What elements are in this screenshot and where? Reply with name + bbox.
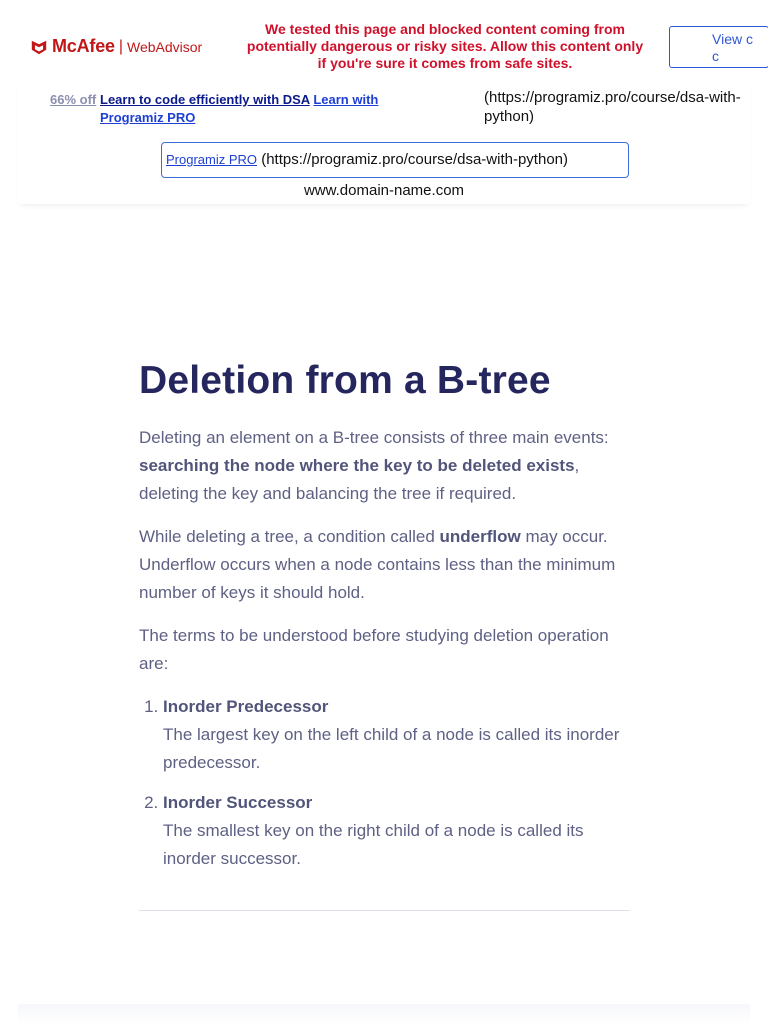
underflow-paragraph <box>139 523 630 607</box>
mcafee-shield-icon <box>30 38 48 56</box>
brand-separator: | <box>118 37 123 55</box>
discount-text: 66% off <box>50 92 97 107</box>
mcafee-logo <box>30 36 202 57</box>
promo-banner <box>18 78 750 204</box>
domain-name-text: www.domain-name.com <box>303 182 465 199</box>
intro-text-start: Deleting an element on a B-tree consists of three main events: <box>139 428 609 447</box>
section-divider <box>139 910 630 911</box>
popup-programiz-link[interactable]: Programiz PRO <box>166 152 258 167</box>
view-content-button[interactable]: View c c <box>669 26 768 68</box>
mcafee-warning-bar <box>18 18 753 79</box>
mcafee-brand: McAfee <box>52 36 115 56</box>
link-preview-popup[interactable] <box>161 142 629 178</box>
article-content <box>139 358 630 885</box>
terms-intro-paragraph: The terms to be understood before studying deletion operation are: <box>139 626 609 673</box>
promo-message <box>100 91 420 127</box>
mcafee-product-name: WebAdvisor <box>126 38 203 55</box>
terms-list <box>139 693 630 873</box>
page-title: Deletion from a B-tree <box>139 359 551 402</box>
intro-text-end: , deleting the key and balancing the tree if required. <box>139 456 580 503</box>
underflow-term: underflow <box>439 527 521 546</box>
list-item <box>163 789 630 873</box>
learn-with-programiz-link[interactable]: Learn with Programiz PRO <box>100 92 379 125</box>
intro-paragraph <box>139 424 630 508</box>
underflow-text-start: While deleting a tree, a condition called <box>139 527 440 546</box>
intro-text-bold: searching the node where the key to be deleted exists <box>139 456 575 475</box>
term-description: The smallest key on the right child of a node is called its inorder successor. <box>163 821 584 868</box>
discount-badge[interactable] <box>50 92 96 108</box>
term-description: The largest key on the left child of a node is called its inorder predecessor. <box>163 725 620 772</box>
list-item <box>163 693 630 777</box>
term-name: Inorder Predecessor <box>163 697 329 716</box>
promo-url-text: (https://programiz.pro/course/dsa-with-python) <box>484 89 741 125</box>
underflow-text-end: may occur. Underflow occurs when a node contains less than the minimum number of keys it should hold. <box>139 527 616 602</box>
bottom-shade <box>18 1004 750 1024</box>
popup-url: (https://programiz.pro/course/dsa-with-python) <box>261 151 568 168</box>
promo-plain-link[interactable]: Learn to code efficiently with DSA <box>100 92 310 107</box>
blocked-content-warning: We tested this page and blocked content coming from potentially dangerous or risky sites. Allow this content only if you're sure it comes from safe sites. <box>246 21 644 71</box>
term-name: Inorder Successor <box>163 793 313 812</box>
